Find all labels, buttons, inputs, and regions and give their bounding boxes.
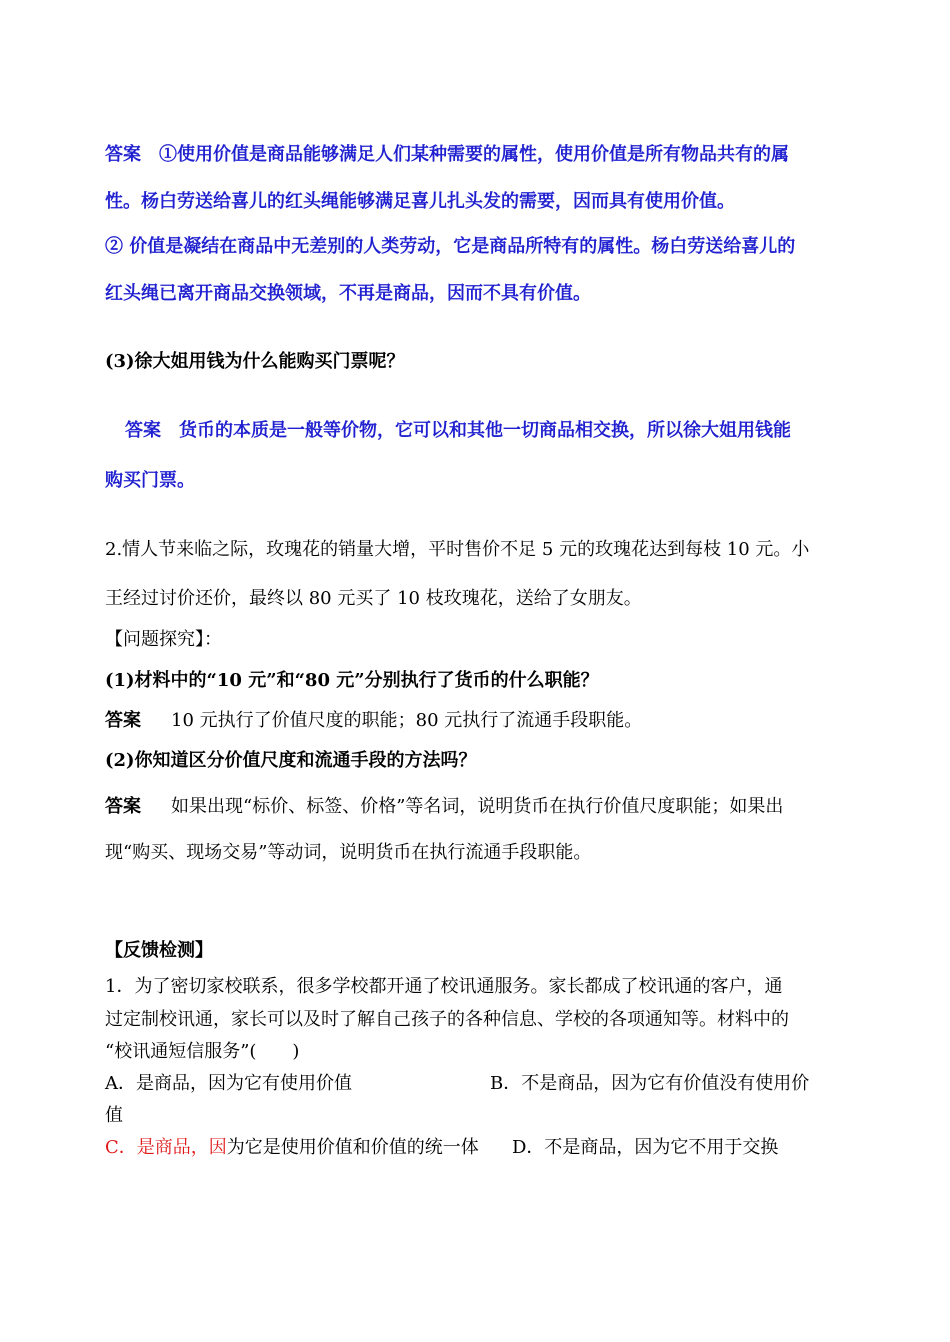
feedback-q1-line1: 1．为了密切家校联系，很多学校都开通了校讯通服务。家长都成了校讯通的客户，通 [105, 976, 783, 997]
inquiry-answer-2-line1: 答案 如果出现“标价、标签、价格”等名词，说明货币在执行价值尺度职能；如果出 [105, 796, 784, 817]
answer3-line1: 答案 货币的本质是一般等价物，它可以和其他一切商品相交换，所以徐大姐用钱能 [125, 420, 791, 441]
answer-label: 答案 [125, 420, 161, 441]
inquiry-answer-2-line2: 现“购买、现场交易”等动词，说明货币在执行流通手段职能。 [105, 842, 592, 863]
option-b-line2: 值 [105, 1105, 123, 1126]
answer-label: 答案 [105, 796, 141, 817]
option-d: D．不是商品，因为它不用于交换 [512, 1137, 779, 1158]
inquiry-answer-1: 答案 10 元执行了价值尺度的职能；80 元执行了流通手段职能。 [105, 710, 643, 731]
option-a: A．是商品，因为它有使用价值 [105, 1073, 352, 1094]
answer1-line1: 答案 ①使用价值是商品能够满足人们某种需要的属性，使用价值是所有物品共有的属 [105, 144, 789, 165]
question-3: (3)徐大姐用钱为什么能购买门票呢？ [105, 351, 405, 372]
feedback-heading: 【反馈检测】 [105, 940, 213, 961]
answer2-line2: 红头绳已离开商品交换领域，不再是商品，因而不具有价值。 [105, 283, 591, 304]
answer2-line1: ② 价值是凝结在商品中无差别的人类劳动，它是商品所特有的属性。杨白劳送给喜儿的 [105, 236, 796, 257]
answer1-line2: 性。杨白劳送给喜儿的红头绳能够满足喜儿扎头发的需要，因而具有使用价值。 [105, 191, 735, 212]
inquiry-question-2: (2)你知道区分价值尺度和流通手段的方法吗？ [105, 750, 477, 771]
feedback-q1-line2: 过定制校讯通，家长可以及时了解自己孩子的各种信息、学校的各项通知等。材料中的 [105, 1009, 789, 1030]
answer-label: 答案 [105, 144, 141, 165]
material-line2: 王经过讨价还价，最终以 80 元买了 10 枝玫瑰花，送给了女朋友。 [105, 588, 642, 609]
material-line1: 2.情人节来临之际，玫瑰花的销量大增，平时售价不足 5 元的玫瑰花达到每枝 10 元。小 [105, 539, 810, 560]
feedback-q1-line3: “校讯通短信服务”( ) [105, 1041, 300, 1062]
answer-label: 答案 [105, 710, 141, 731]
option-c-highlight: C．是商品，因 [105, 1137, 227, 1158]
answer3-line2: 购买门票。 [105, 470, 195, 491]
inquiry-heading: 【问题探究】： [105, 629, 222, 650]
option-b-line1: B．不是商品，因为它有价值没有使用价 [490, 1073, 810, 1094]
option-c: C．是商品，因为它是使用价值和价值的统一体 [105, 1137, 479, 1158]
inquiry-question-1: (1)材料中的“10 元”和“80 元”分别执行了货币的什么职能？ [105, 670, 599, 691]
